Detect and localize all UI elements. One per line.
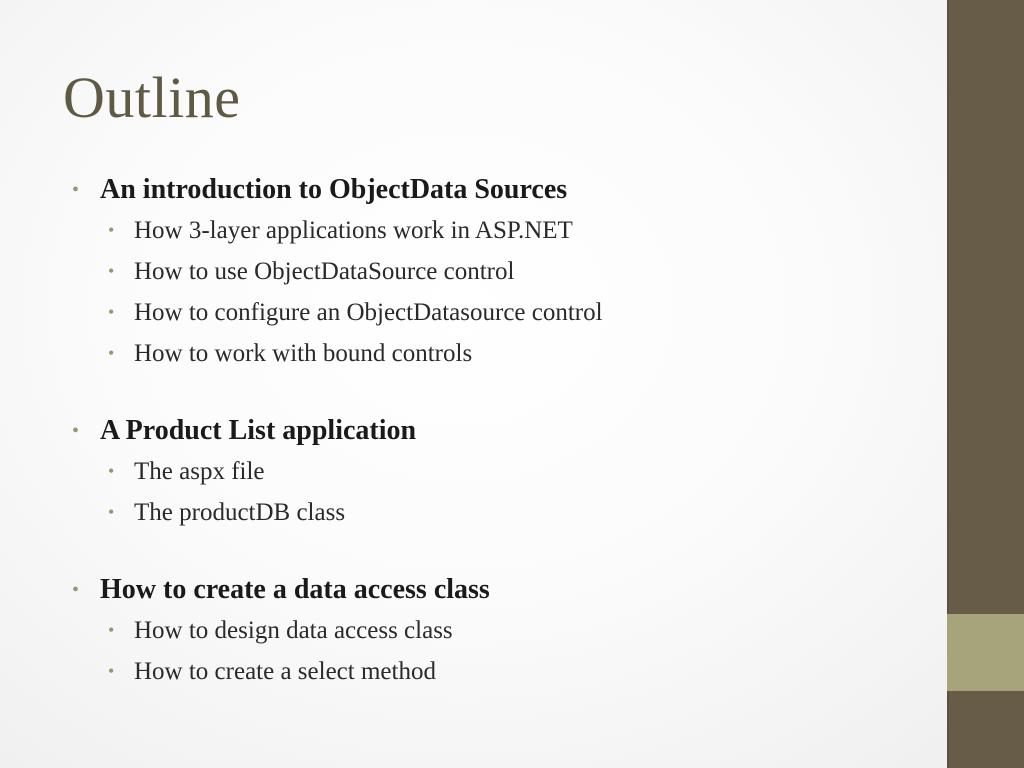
bullet-icon: •: [108, 220, 115, 240]
bullet-icon: •: [108, 343, 115, 363]
section-heading: [72, 170, 932, 210]
outline-item-text: How to design data access class: [134, 617, 453, 644]
outline-item-text: How 3-layer applications work in ASP.NET: [134, 217, 573, 244]
section-heading-text: A Product List application: [100, 415, 417, 446]
bullet-icon: •: [108, 661, 115, 681]
outline-item-text: The productDB class: [134, 499, 346, 526]
outline-section: [72, 170, 932, 374]
outline-item: [72, 292, 932, 333]
section-heading: [72, 570, 932, 610]
bullet-icon: •: [72, 179, 80, 201]
outline-item: [72, 210, 932, 251]
outline-list: [72, 170, 932, 692]
outline-item: [72, 651, 932, 692]
bullet-icon: •: [108, 502, 115, 522]
bullet-icon: •: [72, 420, 80, 442]
outline-item: [72, 333, 932, 374]
outline-item-text: How to configure an ObjectDatasource control: [134, 299, 603, 326]
outline-item-text: How to work with bound controls: [134, 340, 473, 367]
outline-item: [72, 492, 932, 533]
outline-item: [72, 251, 932, 292]
outline-item-text: How to create a select method: [134, 658, 436, 685]
section-heading-text: An introduction to ObjectData Sources: [100, 174, 568, 205]
outline-item: [72, 610, 932, 651]
bullet-icon: •: [108, 620, 115, 640]
outline-section: [72, 411, 932, 533]
outline-section: [72, 570, 932, 692]
bullet-icon: •: [108, 461, 115, 481]
slide-title: Outline: [63, 65, 241, 130]
section-heading-text: How to create a data access class: [100, 574, 490, 605]
bullet-icon: •: [108, 302, 115, 322]
outline-item-text: How to use ObjectDataSource control: [134, 258, 515, 285]
outline-item-text: The aspx file: [134, 458, 265, 485]
sidebar-accent-block: [947, 614, 1024, 691]
outline-item: [72, 451, 932, 492]
section-heading: [72, 411, 932, 451]
bullet-icon: •: [72, 579, 80, 601]
bullet-icon: •: [108, 261, 115, 281]
